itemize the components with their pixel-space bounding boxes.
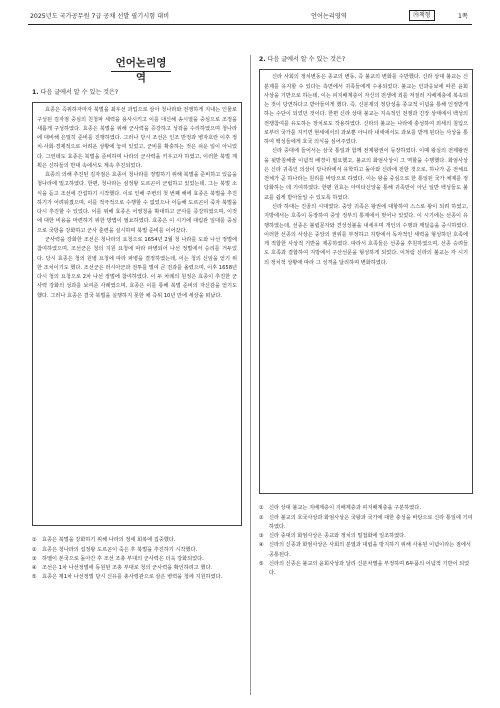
choice-text: 하멜이 본국으로 돌아간 후 조선 조총 부대의 군사력은 더욱 강화되었다. bbox=[42, 555, 204, 562]
choice-text: 효종은 청나라의 섭정왕 도르곤이 죽은 후 북벌을 추진하기 시작했다. bbox=[42, 546, 198, 553]
choice-marker: ④ bbox=[32, 565, 37, 572]
answer-choice-4[interactable] bbox=[259, 541, 473, 560]
column-divider bbox=[250, 55, 251, 695]
choice-text: 신라의 신종은 불교의 윤회사상과 달리 신분차별을 부정하며 6두품의 이념적 기반이 되었다. bbox=[269, 560, 470, 577]
passage-paragraph: 신라 중대에 들어서는 삼국 통일과 함께 전제왕권이 등장하였다. 이때 왕실의 전제왕권을 뒷받침해줄 이념적 배경이 필요했고, 불교의 화엄사상이 그 역할을 수행했다. 화엄사상은 신라 귀족인 의상이 당나라에서 유학하고 돌아와 신라에 전한 것으로, 하나가 곧 전체요 전체가 곧 하나라는 원리를 바탕으로 하였다. 이는 왕을 중심으로 한 통일된 국가 체제를 정당화하는 데 기여하였다. 한편 원효는 아미타신앙을 통해 귀족만이 아닌 일반 백성들도 불교를 쉽게 받아들일 수 있도록 하였다. bbox=[264, 148, 468, 201]
booklet-type: ㉮책형 bbox=[409, 10, 435, 21]
choice-marker: ③ bbox=[32, 555, 37, 562]
passage-paragraph: 신라 사회의 정치변동은 종교의 변동, 즉 불교의 변화를 수반했다. 신라 상대 불교는 신분제를 유지할 수 있다는 측면에서 귀족들에게 수용되었다. 불교는 인과응보에 따른 윤회 사상을 기반으로 하는데, 이는 피지배계층이 자신의 전생에 죄를 저질러 지배계층에 복속되는 것이 당연하다고 받아들이게 했다. 즉, 신분제의 정당성을 종교적 이념을 통해 인정받게 하는 수단이 되었던 것이다. 한편 신라 상대 불교는 지속적인 전쟁과 긴장 상태에서 백성의 전쟁참여를 유도하는 장치로도 작용하였다. 신라의 불교는 나라에 충성하여 외세의 침입으로부터 국가를 지키면 현세에서의 과보뿐 아니라 내세에서도 과보를 받게 된다는 사상을 통하여 백성들에게 호국 의식을 심어주었다. bbox=[264, 74, 468, 146]
passage-paragraph: 신라 하대는 진골의 시대였다. 중앙 귀족은 왕권에 대항하여 스스로 왕이 되려 하였고, 지방에서는 호족이 등장하여 중앙 정부의 통제에서 벗어나 있었다. 이 시기에는 선종이 유행하였는데, 선종은 불립문자와 견성성불을 내세우며 개인의 수행과 깨달음을 중시하였다. 이러한 선종의 사상은 중앙의 권위를 부정하고 지방에서 독자적인 세력을 형성하던 호족에게 적합한 사상적 기반을 제공하였다. 따라서 호족들은 선종을 후원하였으며, 선종 승려들도 호족과 결합하여 지방에서 구산선문을 형성하게 되었다. 이처럼 신라의 불교는 각 시기의 정치적 상황에 따라 그 성격을 달리하며 변화하였다. bbox=[264, 203, 468, 266]
page-title: 언어논리영역 bbox=[111, 55, 171, 72]
choice-marker: ④ bbox=[259, 542, 264, 549]
answer-choice-5[interactable] bbox=[32, 573, 242, 582]
choice-text: 효종은 제1차 나선정벌 당시 신유를 총사령관으로 삼은 병력을 청에 지원하였다. bbox=[42, 574, 223, 581]
answer-choice-4[interactable] bbox=[32, 564, 242, 573]
choice-text: 신라의 신종과 화엄사상은 사회의 분열과 대립을 방지하기 위해 사용된 이념이라는 점에서 공통된다. bbox=[269, 542, 471, 558]
page-number: 1쪽 bbox=[458, 13, 468, 20]
choice-marker: ③ bbox=[259, 533, 264, 540]
choice-text: 조선은 1차 나선정벌에 동원된 조총 부대로 청의 군사력을 확인하려고 했다. bbox=[42, 565, 213, 572]
exam-title: 2025년도 국가공무원 7급 공채 선발 필기시험 대비 bbox=[30, 13, 170, 20]
answer-choice-2[interactable] bbox=[32, 546, 242, 555]
answer-choices bbox=[32, 536, 242, 582]
question-1 bbox=[32, 88, 242, 583]
passage-paragraph: 효종의 의해 추진된 김자점은 효종이 청나라를 정벌하기 위해 북벌을 준비하고 있음을 청나라에 밀고하였다. 한편, 청나라는 심정왕 도르곤이 군립하고 있었는데, 그는 북벌 소식을 듣고 조선에 간섭하기 시작했다. 이로 인해 주변의 첫 번째 해에 효종은 북벌을 추진하기가 어려워졌으며, 이를 적극적으로 수행할 수 없었으나 이듬해 도르곤이 죽자 북벌을 다시 추진할 수 있었다. 이를 위해 효종은 어영청을 확대하고 군사를 증강하였으며, 이것에 대한 비용을 마련하기 위한 방법이 필요하였다. 효종은 이 시기에 대림관 일대를 중심으로 국방을 강화하고 군사 훈련을 실시하며 북벌 준비를 이어갔다. bbox=[37, 172, 237, 234]
passage-paragraph: 군사력을 강화한 조선은 청나라의 요청으로 1654년 2월 청 나라를 도와 나선 정벌에 참여하였으며, 조선군은 청의 지원 요청에 따라 파병되어 나선 정벌에서 승리를 거두었다. 당시 효종은 청의 원병 요청에 따라 파병을 결정하였는데, 이는 청의 신임을 얻기 위한 조치이기도 했다. 조선군은 러시아군과 전투를 벌여 큰 전과를 올렸으며, 이후 1658년 다시 청의 요청으로 2차 나선 정벌에 참여하였다. 이 두 차례의 원정은 효종이 추진한 군사력 강화의 성과를 보여준 사례였으며, 효종은 이를 통해 북벌 준비의 자신감을 얻기도 했다. 그러나 효종은 결국 북벌을 실행하지 못한 채 즉위 10년 만에 세상을 떠났다. bbox=[37, 236, 238, 299]
answer-choice-5[interactable] bbox=[259, 560, 473, 579]
answer-choice-3[interactable] bbox=[259, 532, 473, 541]
question-text: 다음 글에서 알 수 있는 것은? bbox=[40, 89, 119, 96]
choice-text: 신라 불교의 호국사상과 화엄사상은 국왕과 국가에 대한 충성을 바탕으로 신라 통일에 기여하였다. bbox=[269, 514, 473, 530]
passage-box bbox=[259, 69, 473, 494]
answer-choice-1[interactable] bbox=[259, 504, 473, 513]
answer-choices bbox=[259, 504, 473, 578]
question-2 bbox=[259, 55, 473, 578]
question-text: 다음 글에서 알 수 있는 것은? bbox=[267, 56, 346, 63]
choice-marker: ① bbox=[32, 537, 37, 544]
question-stem bbox=[32, 88, 242, 97]
passage-box bbox=[32, 102, 242, 526]
choice-text: 효종은 북벌을 강화하기 위해 나라의 정세 회복에 집중했다. bbox=[42, 537, 176, 544]
question-number: 1. bbox=[32, 89, 39, 96]
question-number: 2. bbox=[259, 56, 266, 63]
choice-text: 신라 중대의 화엄사상은 종교와 정치의 밀접화에 일조하였다. bbox=[269, 533, 406, 540]
choice-marker: ⑤ bbox=[259, 560, 264, 567]
section-name: 언어논리영역 bbox=[311, 13, 347, 20]
question-stem bbox=[259, 55, 473, 64]
passage-paragraph: 효종은 즉위하자마자 북벌을 최우선 과업으로 삼아 청나라와 전쟁하게 지내는 인물로 구성된 김자점 중심의 친청파 세력을 용사시키고 이를 대신해 송시열을 중심으로 조정을 새롭게 구성하였다. 효종은 북벌을 위해 군사력을 증강하고 성곽을 수리하였으며 청나라에 대비해 은밀히 준비를 진행하였다. 그러나 당시 조선은 인조 반정과 병자호란 이후 정치·사회·경제적으로 어려운 상황에 놓여 있었고, 군비를 확충하는 것은 쉬운 일이 아니었다. 그런데도 효종은 북벌을 준비하며 나라의 군사력을 키우고자 하였고, 이러한 북벌 계획은 신하들의 반대 속에서도 계속 추진되었다. bbox=[37, 107, 237, 169]
choice-marker: ② bbox=[32, 546, 37, 553]
choice-text: 신라 상대 불교는 지배계층이 지배계층과 피지배계층을 구분하였다. bbox=[269, 505, 421, 512]
choice-marker: ⑤ bbox=[32, 574, 37, 581]
choice-marker: ② bbox=[259, 514, 264, 521]
answer-choice-3[interactable] bbox=[32, 555, 242, 564]
choice-marker: ① bbox=[259, 505, 264, 512]
answer-choice-1[interactable] bbox=[32, 536, 242, 545]
answer-choice-2[interactable] bbox=[259, 514, 473, 533]
page-header bbox=[28, 10, 472, 25]
